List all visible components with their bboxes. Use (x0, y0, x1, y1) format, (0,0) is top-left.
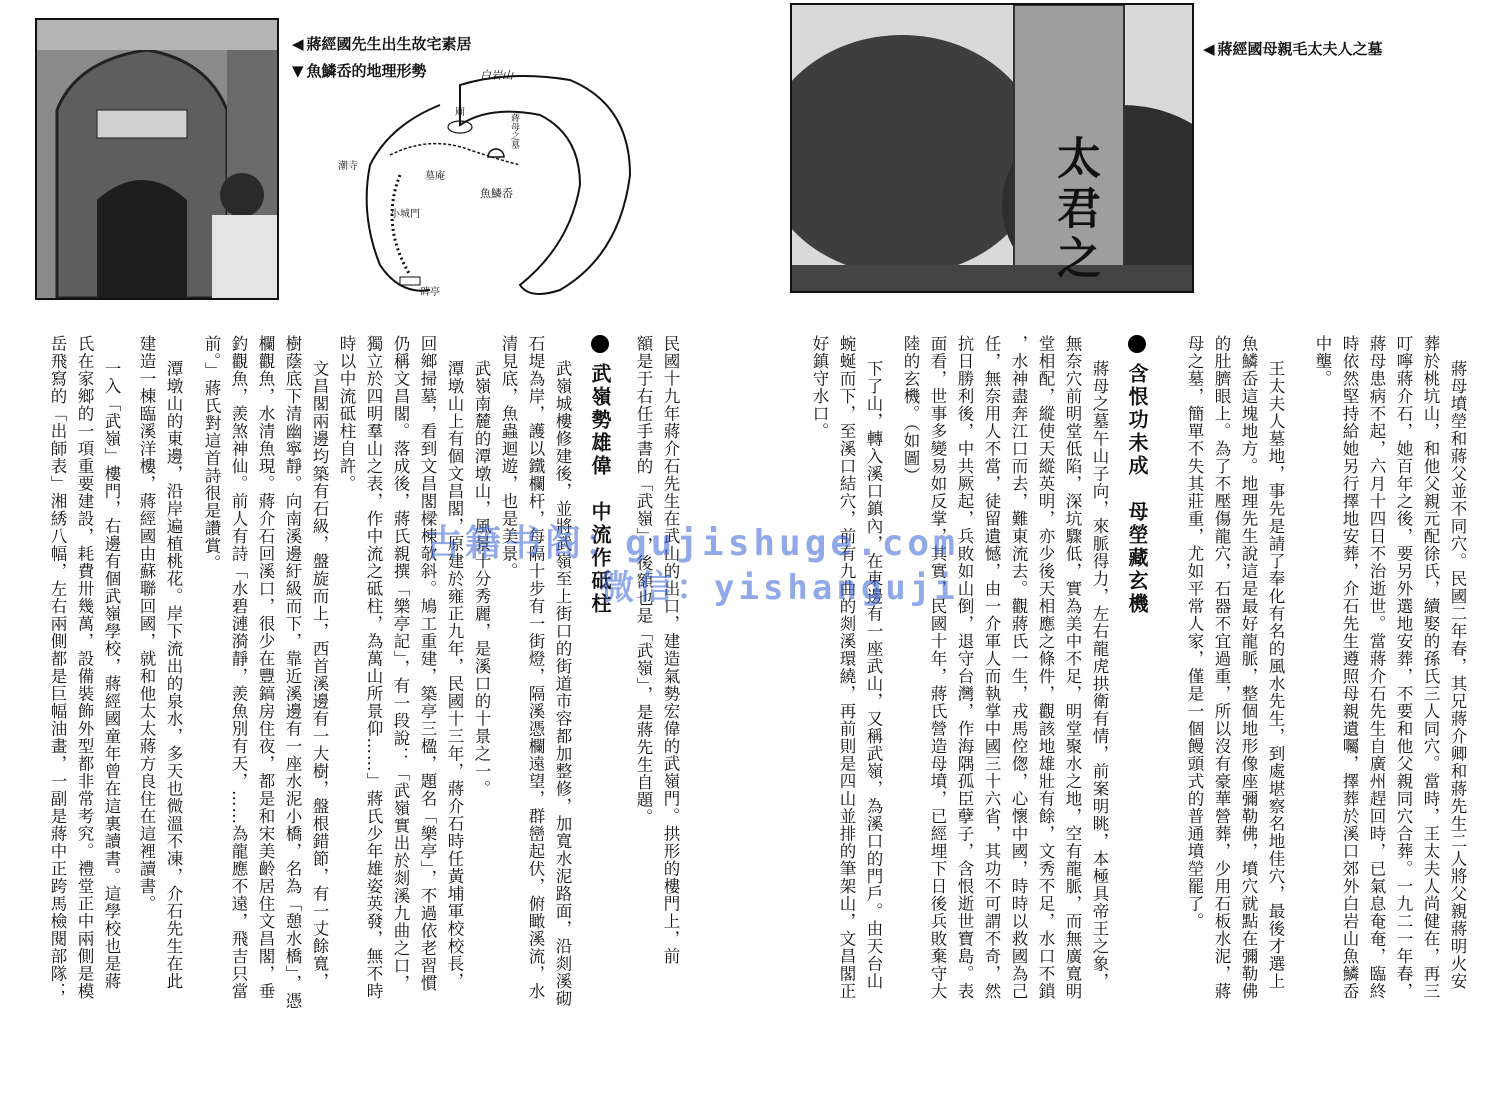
right-col-4: 蔣母患病不起，六月十四日不治逝世。當蔣介石先生自廣州趕回時，已氣息奄奄，臨終 (1367, 335, 1386, 1000)
tomb-photo-art (792, 5, 1192, 291)
right-col-17: 面看，世事多變易如反掌，其實，民國十年，蔣氏營造母墳，已經埋下日後兵敗棄守大 (928, 335, 947, 1000)
left-col-2: 額是于右任手書的「武嶺」，後額也是「武嶺」，是蔣先生自題。 (634, 335, 653, 826)
tomb-photo (790, 3, 1194, 293)
left-col-8: 回鄉掃墓，看到文昌閣樑棟欹斜。鳩工重建，築亭三楹，題名「樂亭」，不過依老習慣 (418, 335, 437, 992)
left-col-4: 石堤為岸，護以鐵欄杆，每隔十步有一街燈，隔溪憑欄遠望，群巒起伏，俯瞰溪流，水 (526, 335, 545, 1000)
right-col-5: 時依然堅持給她另行擇地安葬，介石先生遵照母親遺囑，擇葬於溪口郊外白岩山魚鱗岙 (1340, 335, 1359, 1000)
right-col-3: 叮嚀蔣介石，她百年之後，要另外選地安葬，不要和他父親同穴合葬。一九二一年春， (1394, 335, 1413, 1000)
bullet-icon (591, 335, 609, 353)
left-col-10: 獨立於四明羣山之表，作中流之砥柱，為萬山所景仰……」蔣氏少年雄姿英發，無不時 (364, 335, 383, 1000)
birthplace-photo-art (37, 20, 277, 298)
left-col-3: 武嶺城樓修建後，並將武嶺至上街口的街道市容都加整修，加寬水泥路面，沿剡溪砌 (553, 360, 572, 1008)
right-col-11: 蔣母之墓午山子向，來脈得力，左右龍虎拱衛有情，前案明眺，本極具帝王之象， (1090, 360, 1109, 990)
right-col-9: 的肚臍眼上。為了不壓傷龍穴，石器不宜過重，所以沒有豪華營葬，少用石板水泥，蔣 (1212, 335, 1231, 1000)
right-col-8: 魚鱗岙這塊地方。地理先生說這是最好龍脈，整個地形像座彌勒佛，墳穴就點在彌勒佛 (1239, 335, 1258, 1000)
map-label-north-mountain: 白岩山 (480, 69, 513, 82)
left-col-21: 岳飛寫的「出師表」湘綉八幅，左右兩側都是巨幅油畫，一副是蔣中正跨馬檢閱部隊； (48, 335, 67, 1000)
map-label-small-gate: 小城門 (390, 209, 420, 220)
right-col-21: 好鎮守水口。 (810, 335, 829, 440)
left-col-18: 建造一棟臨溪洋樓，蔣經國由蘇聯回國，就和他太太蔣方良住在這裡讀書。 (137, 335, 156, 913)
left-col-14: 欄觀魚，水清魚現。蔣介石回溪口，很少在豐鎬房住夜，都是和宋美齡居住文昌閣，垂 (256, 335, 275, 1000)
left-col-6: 武嶺南麓的潭墩山，風景十分秀麗，是溪口的十景之一。 (472, 360, 491, 798)
tomb-stone-inscription: 太君之 (1049, 135, 1100, 285)
left-col-16: 前。」蔣氏對這首詩很是讚賞。 (202, 335, 221, 572)
right-col-10: 母之墓，簡單不失其莊重，尤如平常人家，僅是一個饅頭式的普通墳塋罷了。 (1185, 335, 1204, 930)
map-label-shrine: 廟 (455, 107, 465, 118)
right-col-20: 蜿蜒而下，至溪口結穴，前有九曲的剡溪環繞，再前則是四山並排的筆架山，文昌閣正 (837, 335, 856, 1000)
left-col-11: 時以中流砥柱自許。 (337, 335, 356, 493)
caption-terrain: ▼ 魚鱗岙的地理形勢 (292, 60, 427, 81)
right-col-13: 堂相配，縱使天縱英明，亦少後天相應之條件，觀該地雄壯有餘，文秀不足，水口不鎖 (1036, 335, 1055, 1000)
right-col-2: 葬於桃坑山，和他父親元配徐氏，續娶的孫氏三人同穴。當時，王太夫人尚健在，再三 (1421, 335, 1440, 1000)
left-col-7: 潭墩山上有個文昌閣，原建於雍正九年，民國十三年，蔣介石時任黃埔軍校校長， (445, 360, 464, 990)
map-label-bridge: 碑亭 (420, 287, 440, 298)
right-col-6: 中壟。 (1313, 335, 1332, 388)
watermark-line-1: 古籍书阁：gujishuge.com (425, 523, 959, 564)
bullet-icon (1128, 335, 1146, 353)
left-col-19: 一入「武嶺」樓門，右邊有個武嶺學校，蔣經國童年曾在這裏讀書。這學校也是蔣 (102, 360, 121, 990)
right-col-18: 陸的玄機。（如圖） (901, 335, 920, 485)
left-col-17: 潭墩山的東邊，沿岸遍植桃花。岸下流出的泉水，多天也微溫不凍，介石先生在此 (164, 360, 183, 990)
left-col-5: 清見底，魚蟲迴遊，也是美景。 (499, 335, 518, 580)
left-col-20: 氏在家鄉的一項重要建設，耗費卅幾萬，設備裝飾外型都非常考究。禮堂正中兩側是模 (75, 335, 94, 1000)
left-col-15: 釣觀魚，羨煞神仙。前人有詩「水碧漣漪靜，羨魚別有天，……為龍應不遠，飛吉只當 (229, 335, 248, 1000)
left-col-9: 仍稱文昌閣。落成後，蔣氏親撰「樂亭記」，有一段說：「武嶺實出於剡溪九曲之口， (391, 335, 410, 992)
caption-tomb: ◀ 蔣經國母親毛太夫人之墓 (1203, 38, 1383, 59)
left-col-12: 文昌閣兩邊均築有石級，盤旋而上，西首溪邊有一大樹，盤根錯節，有一丈餘寬， (310, 360, 329, 990)
terrain-map (330, 65, 650, 305)
map-label-tomb-mark: 蔣母之墓 (509, 113, 519, 149)
birthplace-photo (35, 18, 279, 300)
right-col-15: 任，無奈用人不當，徒留遺憾，由一介軍人而執掌中國三十六省，其功不可謂不奇，然 (982, 335, 1001, 1000)
left-col-1: 民國十九年蔣介石先生在武山的出口，建造氣勢宏偉的武嶺門。拱形的樓門上，前 (661, 335, 680, 965)
right-col-7: 王太夫人墓地，事先是請了奉化有名的風水先生，到處堪察名地佳穴，最後才選上 (1266, 360, 1285, 990)
right-col-1: 蔣母墳塋和蔣父並不同穴。民國二年春，其兄蔣介卿和蔣先生二人將父親蔣明火安 (1448, 360, 1467, 990)
watermark-line-2: 微信：yishanguji (600, 568, 959, 608)
left-heading-text: 武嶺勢雄偉 中流作砥柱 (588, 363, 612, 616)
caption-birthplace: ◀ 蔣經國先生出生故宅素居 (292, 33, 472, 54)
right-col-19: 下了山，轉入溪口鎮內，在東邊有一座武山，又稱武嶺，為溪口的門戶。由天台山 (864, 360, 883, 990)
map-label-temple-left: 潮寺 (338, 161, 358, 172)
right-col-12: 無奈穴前明堂低陷，深坑驟低，實為美中不足，明堂聚水之地，空有龍脈，而無廣寬明 (1063, 335, 1082, 1000)
right-heading-text: 含恨功未成 母塋藏玄機 (1125, 363, 1149, 616)
map-label-fish-scale: 魚鱗岙 (480, 187, 513, 200)
right-heading (1123, 335, 1152, 616)
left-col-13: 樹蔭底下清幽寧靜。向南溪邊紆級而下，靠近溪邊有一座水泥小橋，名為「憩水橋」，憑 (283, 335, 302, 1010)
right-col-16: 抗日勝利後，中共厥起，兵敗如山倒，退守台灣，作海隅孤臣孽子，含恨逝世寶島。表 (955, 335, 974, 1000)
map-label-rock: 墓庵 (425, 171, 445, 182)
right-col-14: ，水神盡奔江口而去，難東流去。觀蔣氏一生，戎馬倥偬，心懷中國，時時以救國為己 (1009, 335, 1028, 1000)
